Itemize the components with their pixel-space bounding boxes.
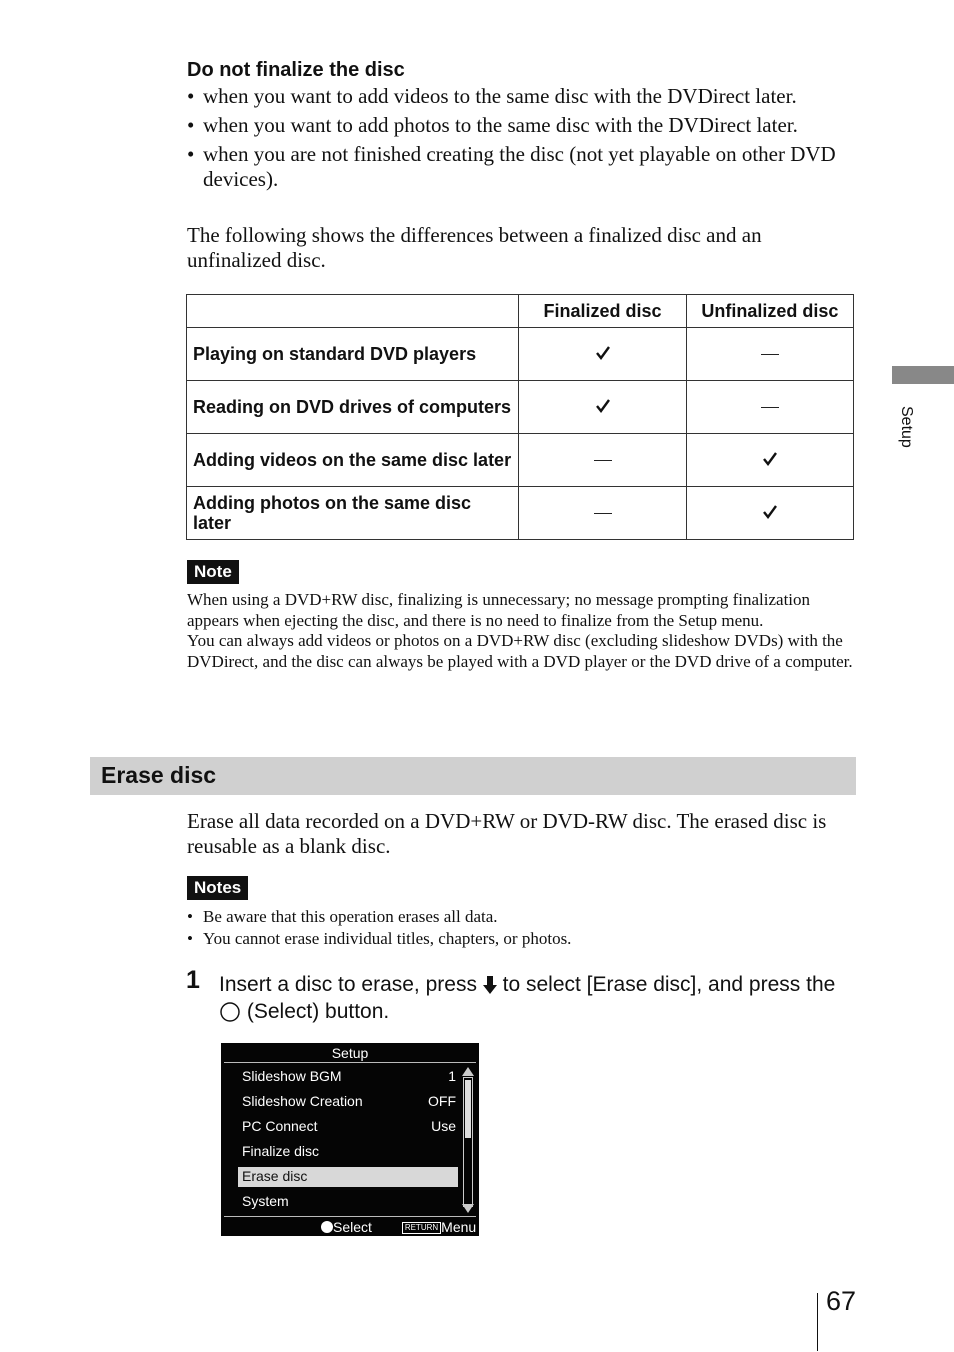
menu-item[interactable] [238,1117,458,1137]
menu-item-label: Slideshow BGM [242,1068,342,1084]
menu-item[interactable] [238,1192,458,1212]
note-line: You can always add videos or photos on a DVD+RW disc (excluding slideshow DVDs) with the DVDirect, and the disc can always be played with a DVD player or the DVD drive of a computer. [187,631,853,672]
step-text-part: Insert a disc to erase, press [219,973,477,996]
row-label: Adding photos on the same disc later [187,487,519,540]
footer-menu-label: Menu [441,1219,477,1235]
check-icon [519,328,686,381]
menu-item[interactable] [238,1067,458,1087]
check-icon [686,434,853,487]
scroll-up-icon[interactable] [462,1067,474,1076]
step-instruction [219,971,859,1025]
menu-scrollbar[interactable] [463,1077,473,1207]
table-row [187,328,854,381]
dash-mark [519,434,686,487]
comparison-table [186,294,854,540]
menu-item-label: System [242,1193,289,1209]
dash-mark [686,328,853,381]
chapter-side-label: Setup [898,406,915,448]
step-number: 1 [186,966,200,994]
menu-divider [224,1216,476,1217]
page-number-rule [817,1293,818,1351]
select-dot-icon [321,1221,333,1233]
note-body [187,590,857,673]
menu-item-label: Finalize disc [242,1143,320,1159]
scroll-down-icon[interactable] [462,1204,474,1213]
comparison-intro: The following shows the differences between a finalized disc and an unfinalized disc. [187,223,762,272]
table-row [187,381,854,434]
menu-footer [321,1219,476,1235]
scrollbar-thumb[interactable] [465,1080,471,1138]
dash-mark [686,381,853,434]
footer-select-label: Select [333,1219,372,1235]
notes-item: • You cannot erase individual titles, chapters, or photos. [187,928,857,950]
finalize-bullet: • when you want to add photos to the same disc with the DVDirect later. [187,113,857,138]
menu-item-selected[interactable] [238,1167,458,1187]
table-header-unfinalized: Unfinalized disc [686,295,853,328]
dash-mark [519,487,686,540]
row-label: Reading on DVD drives of computers [187,381,519,434]
menu-item[interactable] [238,1142,458,1162]
section-title: Erase disc [101,762,217,788]
setup-menu-screenshot [221,1043,479,1236]
menu-item-value: 1 [448,1068,456,1084]
notes-tag: Notes [187,876,248,900]
table-row [187,434,854,487]
menu-item-label: Slideshow Creation [242,1093,363,1109]
step-text-part: to select [Erase disc], and press the [502,973,836,996]
menu-item-value: OFF [428,1093,456,1109]
menu-item-label: PC Connect [242,1118,318,1134]
note-tag: Note [187,560,239,584]
notes-list [187,906,857,950]
chapter-side-tab [892,366,954,384]
menu-item-label: Erase disc [242,1168,308,1184]
row-label: Adding videos on the same disc later [187,434,519,487]
notes-item: • Be aware that this operation erases all data. [187,906,857,928]
note-line: When using a DVD+RW disc, finalizing is unnecessary; no message prompting finalization appears when ejecting the disc, and there is no need to finalize from the Setup menu. [187,590,811,630]
table-header-finalized: Finalized disc [519,295,686,328]
finalize-heading: Do not finalize the disc [187,59,405,81]
erase-description: Erase all data recorded on a DVD+RW or DVD-RW disc. The erased disc is reusable as a blank disc. [187,809,827,858]
finalize-bullet: • when you are not finished creating the disc (not yet playable on other DVD devices). [187,142,857,192]
check-icon [686,487,853,540]
menu-item-value: Use [431,1118,456,1134]
menu-divider [224,1062,476,1063]
down-arrow-icon [483,975,497,995]
page-number: 67 [826,1286,857,1316]
row-label: Playing on standard DVD players [187,328,519,381]
section-header-bar [90,757,856,795]
return-icon: RETURN [402,1222,441,1234]
table-row [187,487,854,540]
table-header-blank [187,295,519,328]
step-text-part: (Select) button. [246,1000,390,1023]
menu-item[interactable] [238,1092,458,1112]
select-button-icon [219,1001,241,1023]
check-icon [519,381,686,434]
menu-title: Setup [331,1045,369,1061]
table-header-row [187,295,854,328]
finalize-bullet: • when you want to add videos to the same disc with the DVDirect later. [187,84,857,109]
finalize-bullet-list [187,84,857,196]
